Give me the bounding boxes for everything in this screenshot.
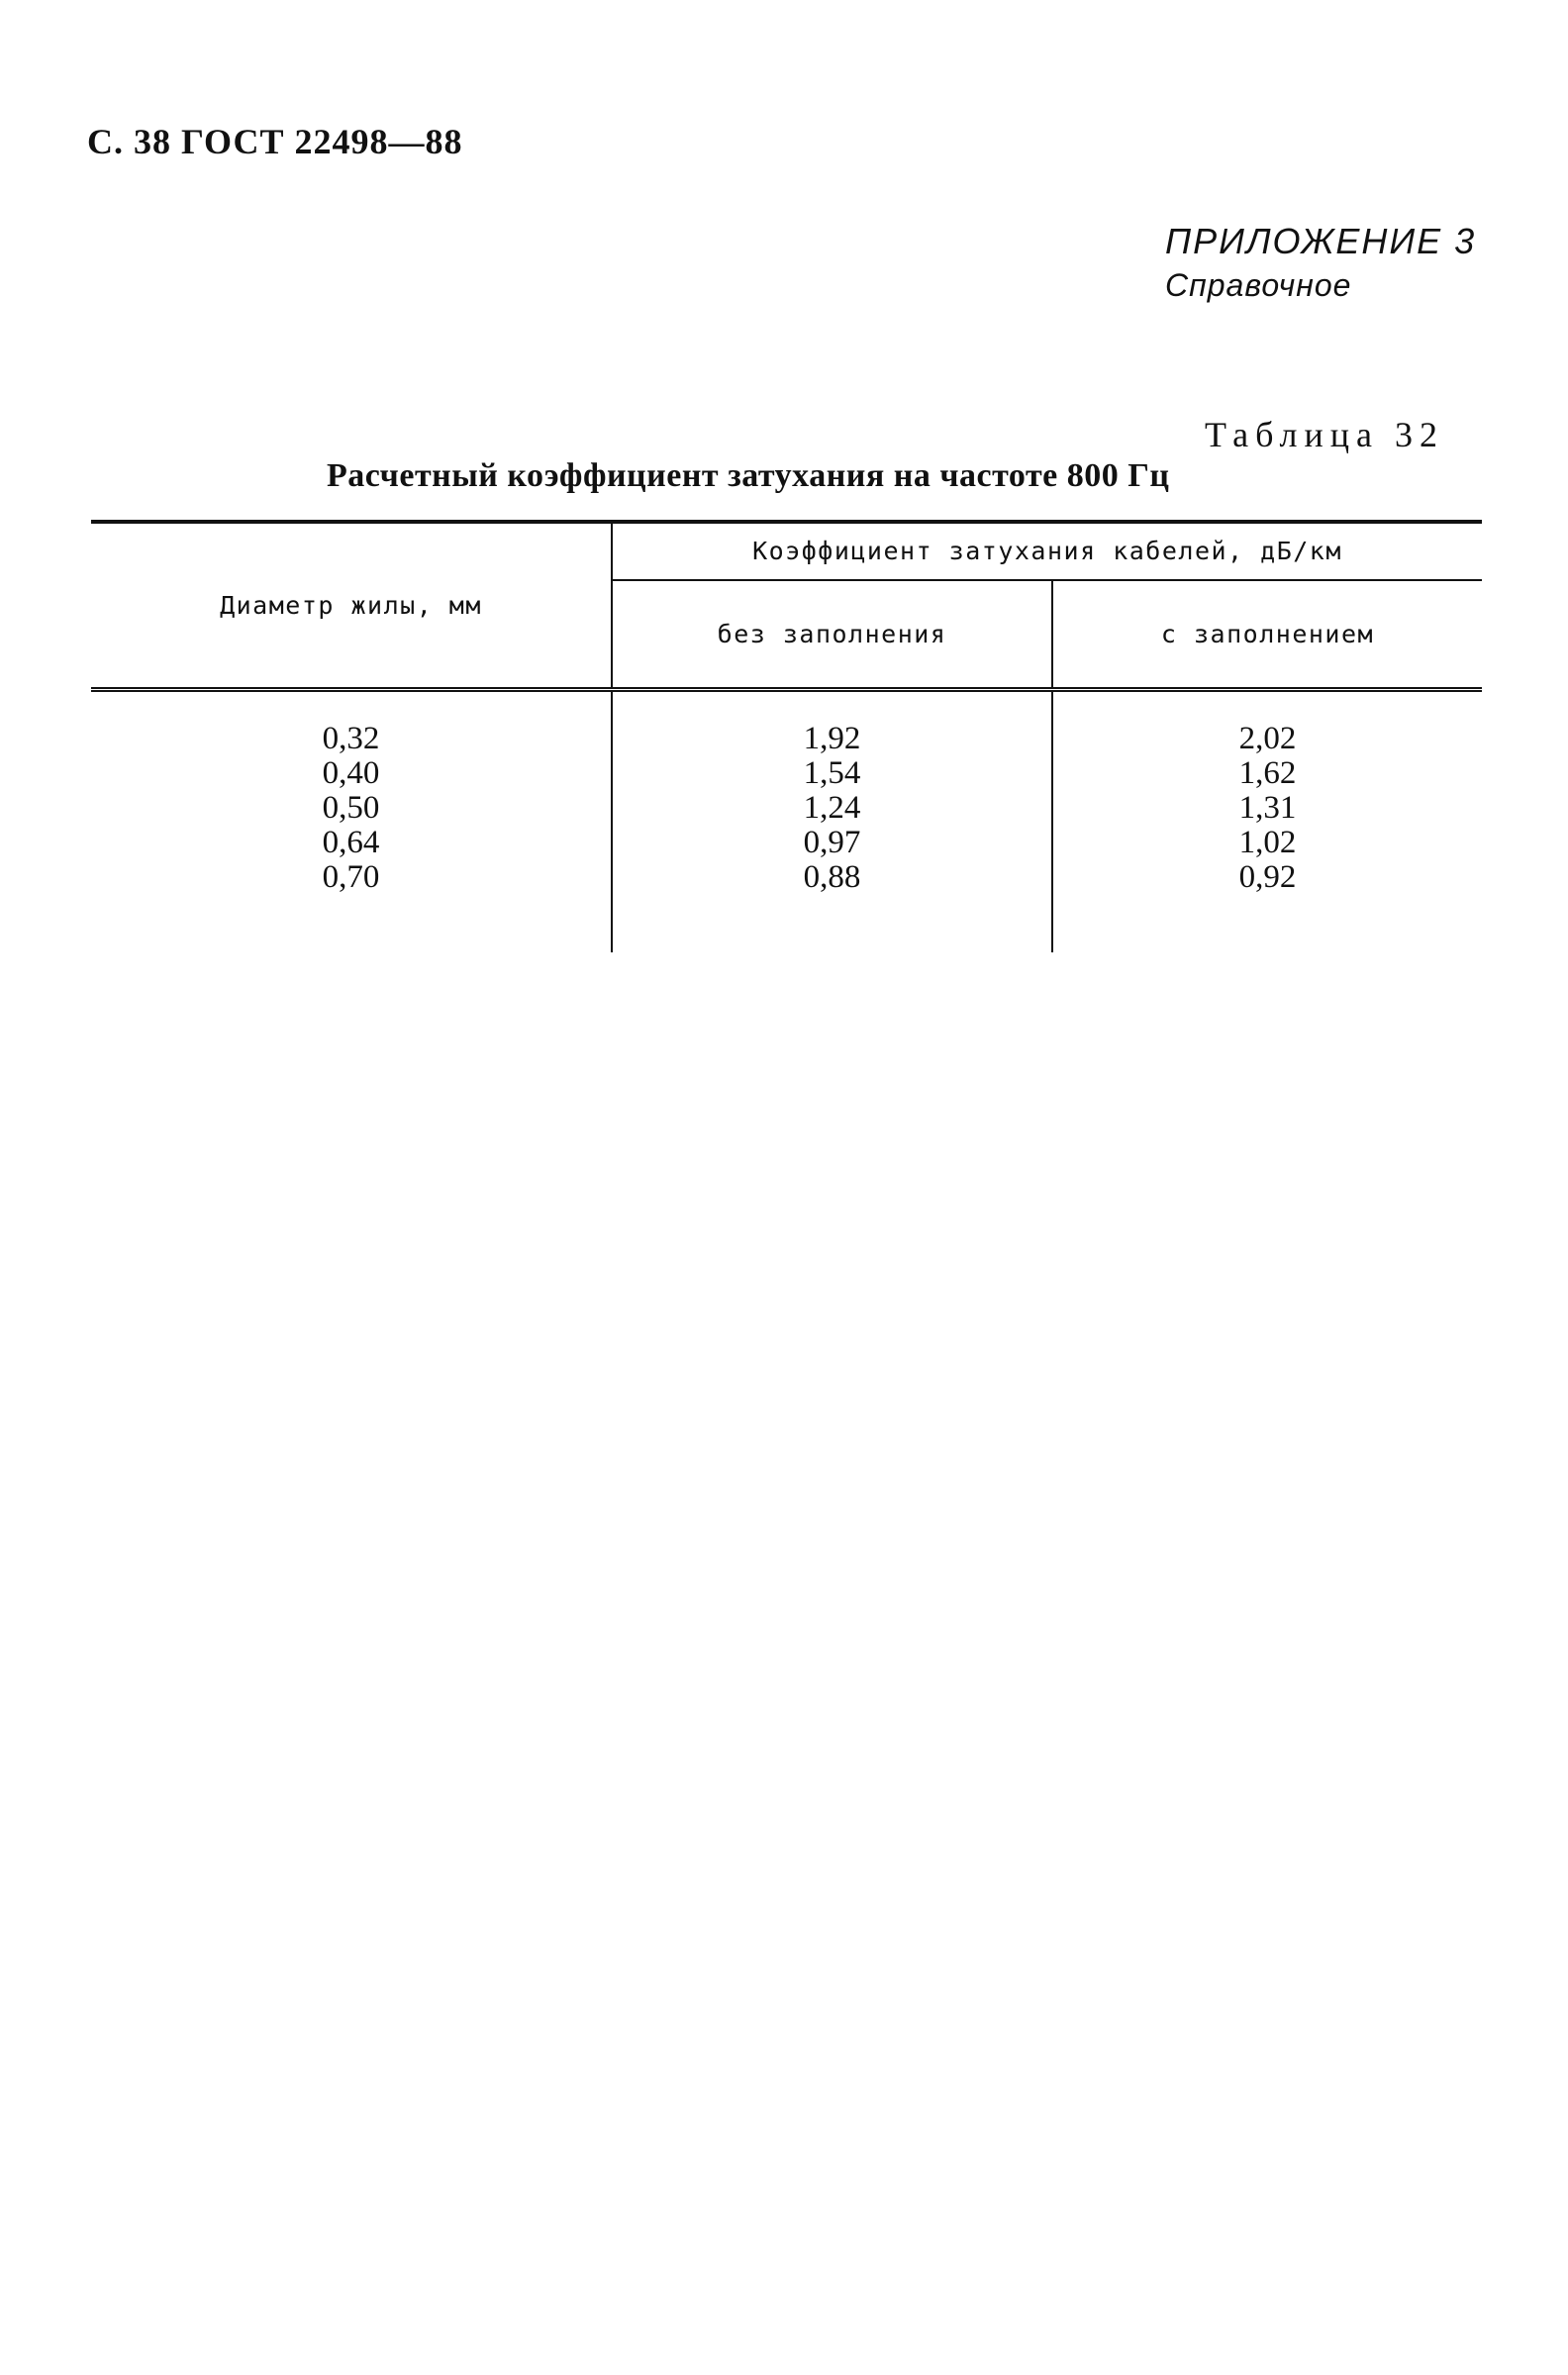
- cell-diameter: 0,32: [322, 721, 380, 756]
- header-with-fill: с заполнением: [1052, 580, 1482, 690]
- header-attenuation-group: Коэффициент затухания кабелей, дБ/км: [612, 522, 1482, 580]
- page-header: С. 38 ГОСТ 22498—88: [87, 122, 463, 161]
- cell-diameter: 0,70: [322, 859, 380, 895]
- table-row: [91, 860, 1482, 895]
- cell-without-fill: 1,24: [612, 791, 1052, 826]
- attenuation-table: [91, 520, 1482, 952]
- appendix-title: ПРИЛОЖЕНИЕ 3: [1165, 221, 1477, 261]
- cell-with-fill: 1,62: [1052, 756, 1482, 791]
- table-number: Таблица 32: [1205, 415, 1444, 454]
- cell-diameter: 0,40: [322, 755, 380, 791]
- table-row: [91, 756, 1482, 791]
- cell-diameter: 0,50: [322, 790, 380, 826]
- table-row: [91, 690, 1482, 757]
- table-caption: Расчетный коэффициент затухания на частоте 800 Гц: [327, 457, 1170, 494]
- cell-with-fill: 1,02: [1052, 826, 1482, 860]
- cell-without-fill: 0,97: [612, 826, 1052, 860]
- cell-diameter: 0,64: [322, 825, 380, 860]
- cell-with-fill: 0,92: [1052, 860, 1482, 895]
- cell-without-fill: 1,92: [612, 690, 1052, 757]
- appendix-block: [1165, 220, 1476, 307]
- cell-with-fill: 1,31: [1052, 791, 1482, 826]
- cell-with-fill: 2,02: [1052, 690, 1482, 757]
- cell-without-fill: 1,54: [612, 756, 1052, 791]
- header-diameter: Диаметр жилы, мм: [91, 522, 612, 690]
- appendix-subtitle: Справочное: [1165, 267, 1352, 303]
- cell-without-fill: 0,88: [612, 860, 1052, 895]
- table-row: [91, 791, 1482, 826]
- table-row: [91, 826, 1482, 860]
- table-bottom-spacer: [91, 895, 1482, 952]
- header-without-fill: без заполнения: [612, 580, 1052, 690]
